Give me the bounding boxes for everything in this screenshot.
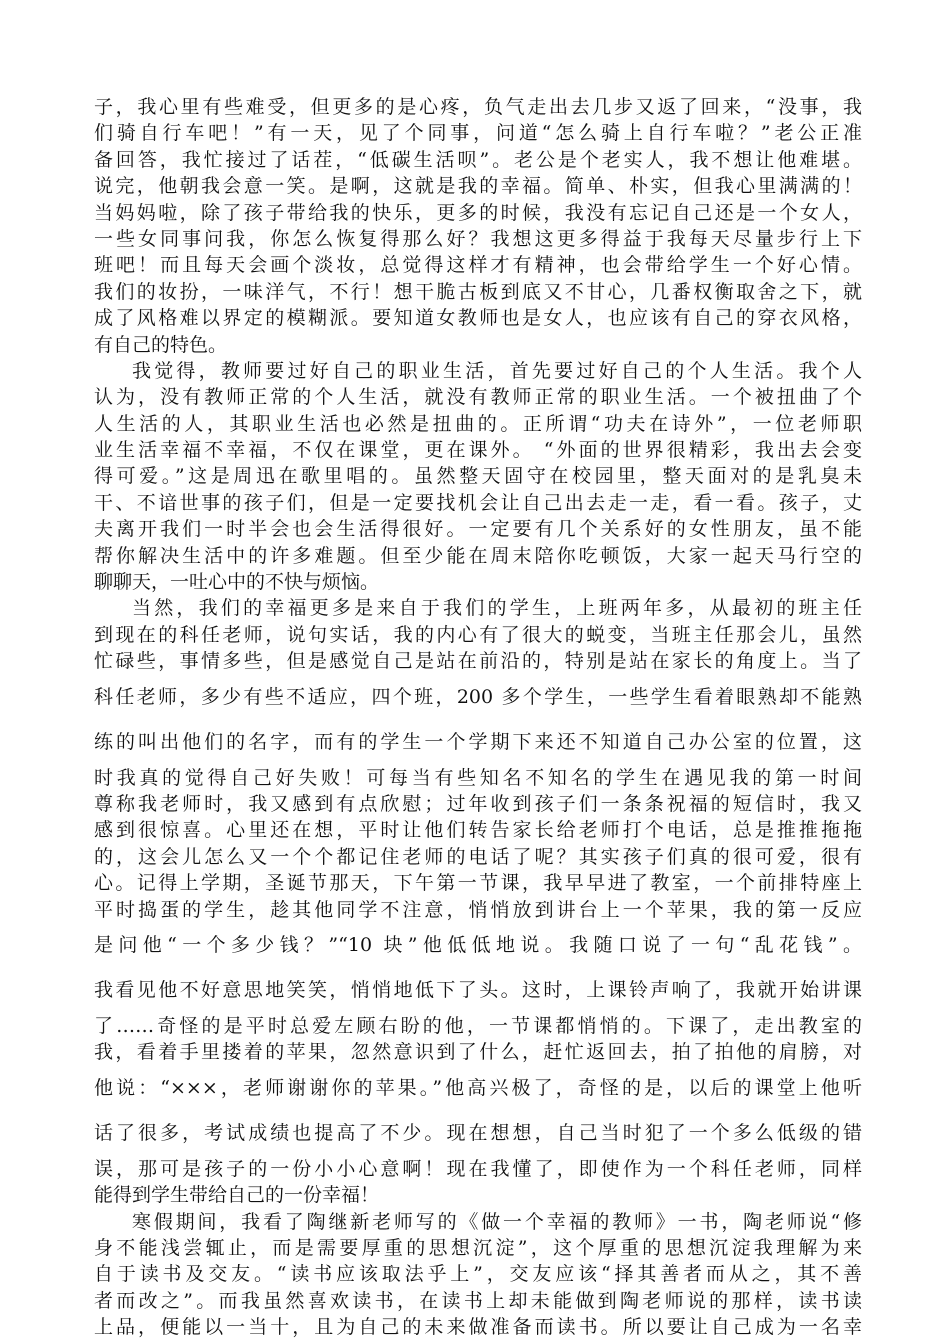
text-line: 了……奇怪的是平时总爱左顾右盼的他，一节课都悄悄的。下课了，走出教室的 bbox=[94, 1014, 862, 1037]
document-body bbox=[94, 94, 862, 1340]
text-line: 尊称我老师时，我又感到有点欣慰；过年收到孩子们一条条祝福的短信时，我又 bbox=[94, 792, 862, 815]
text-line: 身不能浅尝辄止，而是需要厚重的思想沉淀”，这个厚重的思想沉淀我理解为来 bbox=[94, 1236, 862, 1259]
text-line: 上品，便能以一当十，且为自己的未来做准备而读书。所以要让自己成为一名幸 bbox=[94, 1316, 862, 1339]
text-line: 能得到学生带给自己的一份幸福！ bbox=[94, 1184, 380, 1207]
text-line: 时我真的觉得自己好失败！可每当有些知名不知名的学生在遇见我的第一时间 bbox=[94, 766, 862, 789]
text-line: 寒假期间，我看了陶继新老师写的《做一个幸福的教师》一书，陶老师说“修 bbox=[132, 1210, 862, 1233]
text-line: 是问他“一个多少钱？”“10 块”他低低地说。我随口说了一句“乱花钱”。 bbox=[94, 933, 862, 956]
text-line: 者而改之”。而我虽然喜欢读书，在读书上却未能做到陶老师说的那样，读书读 bbox=[94, 1289, 862, 1312]
text-line: 人生活的人，其职业生活也必然是扭曲的。正所谓“功夫在诗外”，一位老师职 bbox=[94, 412, 862, 435]
text-line: 们骑自行车吧！”有一天，见了个同事，问道“怎么骑上自行车啦？”老公正准 bbox=[94, 122, 862, 145]
text-line: 到现在的科任老师，说句实话，我的内心有了很大的蜕变，当班主任那会儿，虽然 bbox=[94, 623, 862, 646]
text-line: 忙碌些，事情多些，但是感觉自己是站在前沿的，特别是站在家长的角度上。当了 bbox=[94, 650, 862, 673]
text-line: 平时捣蛋的学生，趁其他同学不注意，悄悄放到讲台上一个苹果，我的第一反应 bbox=[94, 898, 862, 921]
text-line: 我觉得，教师要过好自己的职业生活，首先要过好自己的个人生活。我个人 bbox=[132, 359, 862, 382]
text-line: 成了风格难以界定的模糊派。要知道女教师也是女人，也应该有自己的穿衣风格， bbox=[94, 307, 862, 330]
text-line: 子，我心里有些难受，但更多的是心疼，负气走出去几步又返了回来，“没事，我 bbox=[94, 96, 862, 118]
text-line: 备回答，我忙接过了话茬，“低碳生活呗”。老公是个老实人，我不想让他难堪。 bbox=[94, 148, 862, 171]
text-line: 帮你解决生活中的许多难题。但至少能在周末陪你吃顿饭，大家一起天马行空的 bbox=[94, 544, 862, 567]
text-line: 自于读书及交友。“读书应该取法乎上”，交友应该“择其善者而从之，其不善 bbox=[94, 1263, 862, 1286]
text-line: 我看见他不好意思地笑笑，悄悄地低下了头。这时，上课铃声响了，我就开始讲课 bbox=[94, 978, 862, 1001]
text-line: 得可爱。”这是周迅在歌里唱的。虽然整天固守在校园里，整天面对的是乳臭未 bbox=[94, 465, 862, 488]
text-line: 误，那可是孩子的一份小小心意啊！现在我懂了，即使作为一个科任老师，同样 bbox=[94, 1157, 862, 1180]
text-line: 说完，他朝我会意一笑。是啊，这就是我的幸福。简单、朴实，但我心里满满的！ bbox=[94, 175, 862, 198]
text-line: 一些女同事问我，你怎么恢复得那么好？我想这更多得益于我每天尽量步行上下 bbox=[94, 227, 862, 250]
text-line: 夫离开我们一时半会也会生活得很好。一定要有几个关系好的女性朋友，虽不能 bbox=[94, 518, 862, 541]
text-line: 科任老师，多少有些不适应，四个班，200 多个学生，一些学生看着眼熟却不能熟 bbox=[94, 685, 862, 708]
text-line: 话了很多，考试成绩也提高了不少。现在想想，自己当时犯了一个多么低级的错 bbox=[94, 1121, 862, 1144]
text-line: 干、不谙世事的孩子们，但是一定要找机会让自己出去走一走，看一看。孩子，丈 bbox=[94, 491, 862, 514]
text-line: 我们的妆扮，一味洋气，不行！想干脆古板到底又不甘心，几番权衡取舍之下，就 bbox=[94, 280, 862, 303]
text-line: 的，这会儿怎么又一个个都记住老师的电话了呢？其实孩子们真的很可爱，很有 bbox=[94, 845, 862, 868]
text-line: 当妈妈啦，除了孩子带给我的快乐，更多的时候，我没有忘记自己还是一个女人， bbox=[94, 201, 862, 224]
text-line: 练的叫出他们的名字，而有的学生一个学期下来还不知道自己办公室的位置，这 bbox=[94, 730, 862, 753]
text-line: 心。记得上学期，圣诞节那天，下午第一节课，我早早进了教室，一个前排特座上 bbox=[94, 872, 862, 895]
text-line: 他说：“×××，老师谢谢你的苹果。”他高兴极了，奇怪的是，以后的课堂上他听 bbox=[94, 1076, 862, 1099]
text-line: 业生活幸福不幸福，不仅在课堂，更在课外。 “外面的世界很精彩，我出去会变 bbox=[94, 439, 862, 462]
text-line: 认为，没有教师正常的个人生活，就没有教师正常的职业生活。一个被扭曲了个 bbox=[94, 386, 862, 409]
text-line: 聊聊天，一吐心中的不快与烦恼。 bbox=[94, 571, 380, 594]
text-line: 有自己的特色。 bbox=[94, 333, 228, 356]
text-line: 班吧！而且每天会画个淡妆，总觉得这样才有精神，也会带给学生一个好心情。 bbox=[94, 254, 862, 277]
text-line: 感到很惊喜。心里还在想，平时让他们转告家长给老师打个电话，总是推推拖拖 bbox=[94, 819, 862, 842]
text-line: 我，看着手里搂着的苹果，忽然意识到了什么，赶忙返回去，拍了拍他的肩膀，对 bbox=[94, 1041, 862, 1064]
text-line: 当然，我们的幸福更多是来自于我们的学生，上班两年多，从最初的班主任 bbox=[132, 597, 862, 620]
